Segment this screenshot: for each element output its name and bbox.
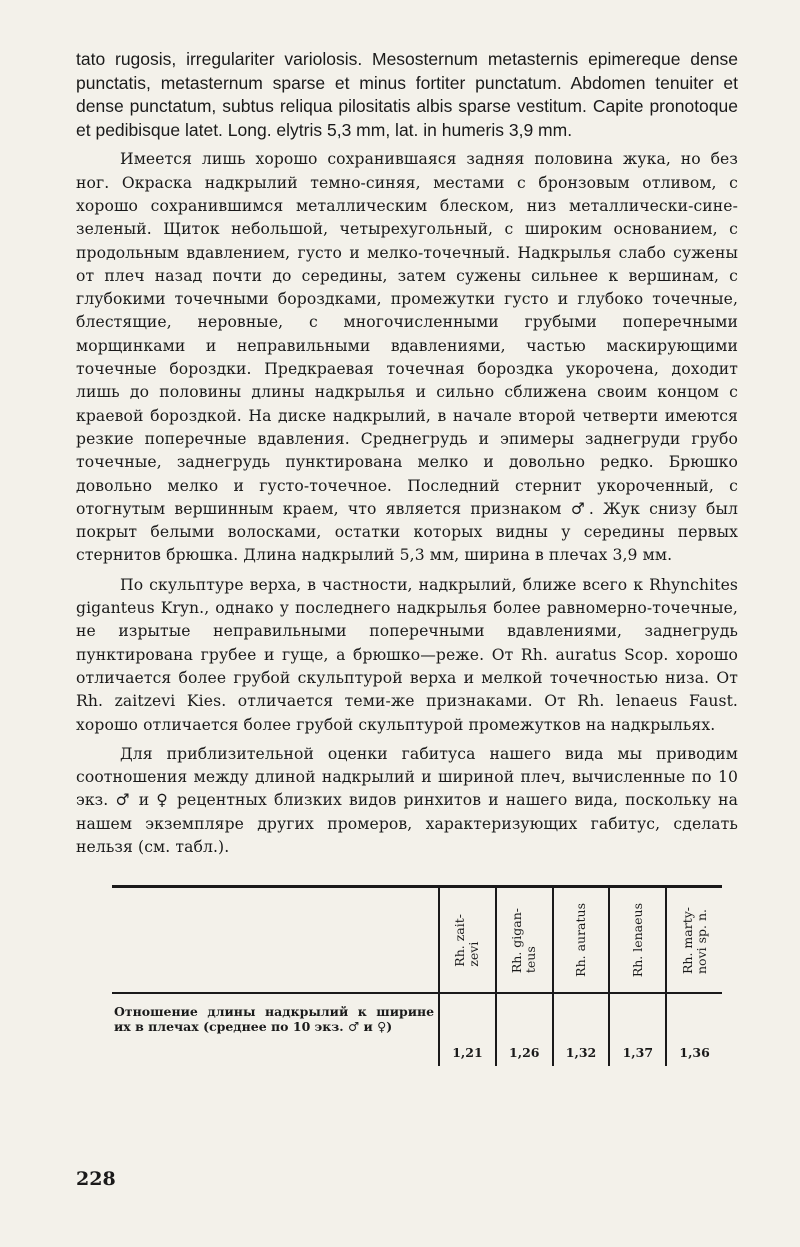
paragraph-comparison: По скульптуре верха, в частности, надкрылий, ближе всего к Rhynchites giganteus Kryn., однако у последнего надкрылья более равномерно-точечные, не изрытые неправильными поперечными вдавлениями, заднегрудь пунктирована грубее и гуще, а брюшко—реже. От Rh. auratus Scop. хорошо отличается более грубой скульптурой верха и мелкой точечностью низа. От Rh. zaitzevi Kies. отличается теми-же признаками. От Rh. lenaeus Faust. хорошо отличается более грубой скульптурой промежутков на надкрыльях. xyxy=(76,575,738,734)
latin-description: tato rugosis, irregulariter variolosis. Mesosternum metasternis epimereque dense punctatis, metasternum sparse et minus fortiter punctatum. Abdomen tenuiter et dense punctatum, subtus reliqua pilositatis albis sparse vestitum. Capite pronotoque et pedibisque latet. Long. elytris 5,3 mm, lat. in humeris 3,9 mm. xyxy=(76,49,738,140)
column-header: Rh. marty- novi sp. n. xyxy=(666,887,722,994)
paragraph-description: Имеется лишь хорошо сохранившаяся задняя половина жука, но без ног. Окраска надкрылий темно-синяя, местами с бронзовым отливом, с хорошо сохранившимся металлическим блеском, низ металлически-сине-зеленый. Щиток небольшой, четырехугольный, с широким основанием, с продольным вдавлением, густо и мелко-точечный. Надкрылья слабо сужены от плеч назад почти до середины, затем сужены сильнее к вершинам, с глубокими точечными бороздками, промежутки густо и глубоко точечные, блестящие, неровные, с многочисленными грубыми поперечными морщинками и неправильными вдавлениями, частью маскирующими точечные бороздки. Предкраевая точечная бороздка укорочена, доходит лишь до половины длины надкрылья и сильно сближена своим концом с краевой бороздкой. На диске надкрылий, в начале второй четверти имеются резкие поперечные вдавления. Среднегрудь и эпимеры заднегруди грубо точечные, заднегрудь пунктирована мелко и довольно редко. Брюшко довольно мелко и густо-точечное. Последний стернит укороченный, с отогнутым вершинным краем, что является признаком ♂. Жук снизу был покрыт белыми волосками, остатки которых видны у середины первых стернитов брюшка. Длина надкрылий 5,3 мм, ширина в плечах 3,9 мм. xyxy=(76,150,738,565)
column-header: Rh. gigan- teus xyxy=(496,887,553,994)
table-cell: 1,36 xyxy=(666,993,722,1066)
table-row xyxy=(112,993,722,1066)
table-corner xyxy=(112,887,439,994)
page-number: 228 xyxy=(76,1168,116,1190)
table-cell: 1,26 xyxy=(496,993,553,1066)
column-header: Rh. lenaeus xyxy=(609,887,666,994)
table-cell: 1,32 xyxy=(553,993,610,1066)
row-label: Отношение длины надкрылий к ширине их в плечах (среднее по 10 экз. ♂ и ♀) xyxy=(114,1004,435,1035)
column-header: Rh. zait- zevi xyxy=(439,887,496,994)
table-cell: 1,37 xyxy=(609,993,666,1066)
table-cell: 1,21 xyxy=(439,993,496,1066)
column-header: Rh. auratus xyxy=(553,887,610,994)
ratio-table xyxy=(112,885,722,1066)
paragraph-habitus: Для приблизительной оценки габитуса нашего вида мы приводим соотношения между длиной надкрылий и шириной плеч, вычисленные по 10 экз. ♂ и ♀ рецентных близких видов ринхитов и нашего вида, поскольку на нашем экземпляре других промеров, характеризующих габитус, сделать нельзя (см. табл.). xyxy=(76,744,738,856)
